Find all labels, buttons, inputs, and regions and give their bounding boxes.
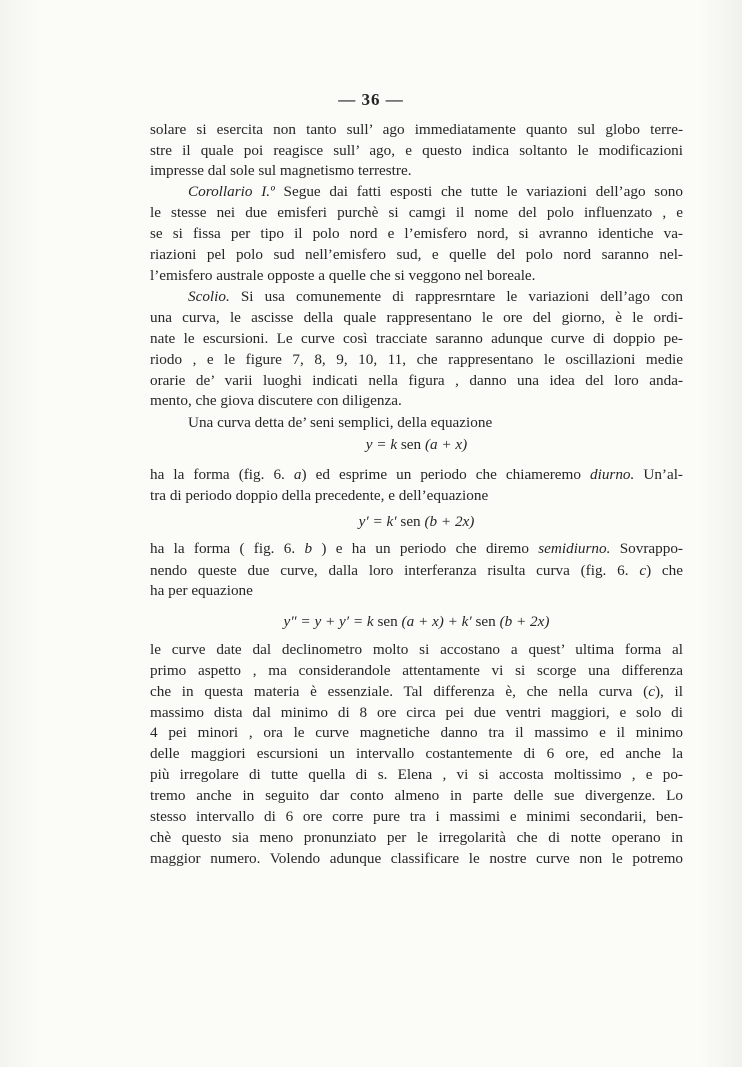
- text-segment: sen: [377, 613, 398, 630]
- text-line: [150, 161, 683, 181]
- text-segment: sen: [400, 436, 422, 453]
- text-line: [150, 486, 683, 506]
- text-line: [150, 141, 683, 161]
- italic-text: b: [304, 540, 313, 557]
- text-line: [150, 765, 683, 785]
- text-line: [150, 807, 683, 827]
- text-segment: ) e ha un periodo che diremo: [312, 540, 539, 557]
- text-line: [150, 182, 683, 202]
- text-line: [150, 224, 683, 244]
- text-segment: Una curva detta de’ seni semplici, della equazione: [188, 414, 493, 431]
- text-segment: una curva, le ascisse della quale rappresentano le ore del giorno, è le ordi-: [150, 309, 683, 326]
- text-line: [150, 561, 683, 581]
- italic-text: semidiurno.: [538, 540, 611, 557]
- text-segment: ) ed esprime un periodo che chiameremo: [301, 466, 590, 483]
- text-segment: ha la forma ( fig. 6.: [150, 540, 305, 557]
- text-segment: delle maggiori escursioni un intervallo costantemente di 6 ore, ed anche la: [150, 745, 683, 762]
- text-segment: Segue dai fatti esposti che tutte le variazioni dell’ago sono: [274, 183, 683, 200]
- text-segment: 4 pei minori , ora le curve magnetiche danno tra il massimo e il minimo: [150, 724, 683, 741]
- text-line: [150, 266, 683, 286]
- text-segment: le curve date dal declinometro molto si accostano a quest’ ultima forma al: [150, 641, 683, 658]
- text-segment: stre il quale poi reagisce sull’ ago, e questo indica soltanto le modificazioni: [150, 142, 683, 159]
- text-line: [150, 682, 683, 702]
- text-segment: ha la forma (fig. 6.: [150, 466, 294, 483]
- text-segment: Si usa comunemente di rappresrntare le variazioni dell’ago con: [229, 288, 683, 305]
- text-line: [150, 640, 683, 660]
- text-line: [150, 287, 683, 307]
- text-segment: che in questa materia è essenziale. Tal differenza è, che nella curva (: [150, 683, 649, 700]
- text-line: [150, 308, 683, 328]
- text-segment: y″ = y + y′ = k: [283, 613, 378, 630]
- text-line: [150, 703, 683, 723]
- text-segment: Sovrappo-: [610, 540, 683, 557]
- text-segment: primo aspetto , ma considerandole attentamente vi si scorge una differenza: [150, 662, 683, 679]
- text-line: [150, 539, 683, 559]
- text-line: [150, 581, 683, 601]
- italic-text: Scolio.: [188, 288, 230, 305]
- italic-text: diurno.: [590, 466, 635, 483]
- text-line: [150, 849, 683, 869]
- text-segment: Un’al-: [634, 466, 683, 483]
- text-segment: solare si esercita non tanto sull’ ago immediatamente quanto sul globo terre-: [150, 121, 683, 138]
- text-segment: nate le escursioni. Le curve così tracciate saranno adunque curve di doppio pe-: [150, 330, 683, 347]
- text-segment: y′ = k′: [358, 513, 401, 530]
- text-line: [150, 245, 683, 265]
- text-segment: mento, che giova discutere con diligenza.: [150, 392, 402, 409]
- text-segment: (b + 2x): [420, 513, 475, 530]
- text-segment: (a + x) + k′: [397, 613, 476, 630]
- text-line: [150, 350, 683, 370]
- text-line: [150, 329, 683, 349]
- text-segment: stesso intervallo di 6 ore corre pure tra i massimi e minimi secondarii, ben-: [150, 808, 683, 825]
- text-line: [150, 413, 683, 433]
- text-line: [150, 391, 683, 411]
- text-segment: ha per equazione: [150, 582, 253, 599]
- text-segment: l’emisfero australe opposte a quelle che si veggono nel boreale.: [150, 267, 536, 284]
- text-segment: orarie de’ varii luoghi indicati nella figura , danno una idea del loro anda-: [150, 372, 683, 389]
- text-segment: riazioni pel polo sud nell’emisfero sud, e quelle del polo nord saranno nel-: [150, 246, 683, 263]
- text-segment: ) che: [646, 562, 683, 579]
- text-segment: più irregolare di tutte quella di s. Elena , vi si accosta moltissimo , e po-: [150, 766, 683, 783]
- italic-text: Corollario I.º: [188, 183, 275, 200]
- italic-text: c: [639, 562, 647, 579]
- italic-text: c: [648, 683, 655, 700]
- page-number: — 36 —: [338, 90, 404, 109]
- text-line: [150, 786, 683, 806]
- equation: [150, 435, 683, 455]
- text-line: [150, 203, 683, 223]
- text-line: [150, 661, 683, 681]
- text-segment: riodo , e le figure 7, 8, 9, 10, 11, che rappresentano le oscillazioni medie: [150, 351, 683, 368]
- text-segment: se si fissa per tipo il polo nord e l’emisfero nord, si avranno identiche va-: [150, 225, 683, 242]
- text-segment: impresse dal sole sul magnetismo terrestre.: [150, 162, 412, 179]
- text-line: [150, 120, 683, 140]
- equation: [150, 512, 683, 532]
- equation: [150, 612, 683, 632]
- text-line: [150, 723, 683, 743]
- text-line: [150, 371, 683, 391]
- text-segment: sen: [400, 513, 421, 530]
- text-segment: massimo dista dal minimo di 8 ore circa pei due ventri maggiori, e solo di: [150, 704, 683, 721]
- text-segment: sen: [475, 613, 496, 630]
- text-segment: y = k: [365, 436, 401, 453]
- text-line: [150, 465, 683, 485]
- text-segment: (b + 2x): [495, 613, 550, 630]
- text-segment: nendo queste due curve, dalla loro interferanza risulta curva (fig. 6.: [150, 562, 640, 579]
- text-segment: ), il: [654, 683, 683, 700]
- italic-text: a: [293, 466, 302, 483]
- text-segment: chè questo sia meno pronunziato per le irregolarità che di notte operano in: [150, 829, 683, 846]
- text-segment: tremo anche in seguito dar conto almeno in parte delle sue divergenze. Lo: [150, 787, 683, 804]
- text-segment: (a + x): [421, 436, 468, 453]
- text-segment: tra di periodo doppio della precedente, e dell’equazione: [150, 487, 489, 504]
- text-line: [150, 828, 683, 848]
- text-segment: le stesse nei due emisferi purchè si camgi il nome del polo influenzato , e: [150, 204, 683, 221]
- text-segment: maggior numero. Volendo adunque classificare le nostre curve non le potremo: [150, 850, 683, 867]
- text-line: [150, 744, 683, 764]
